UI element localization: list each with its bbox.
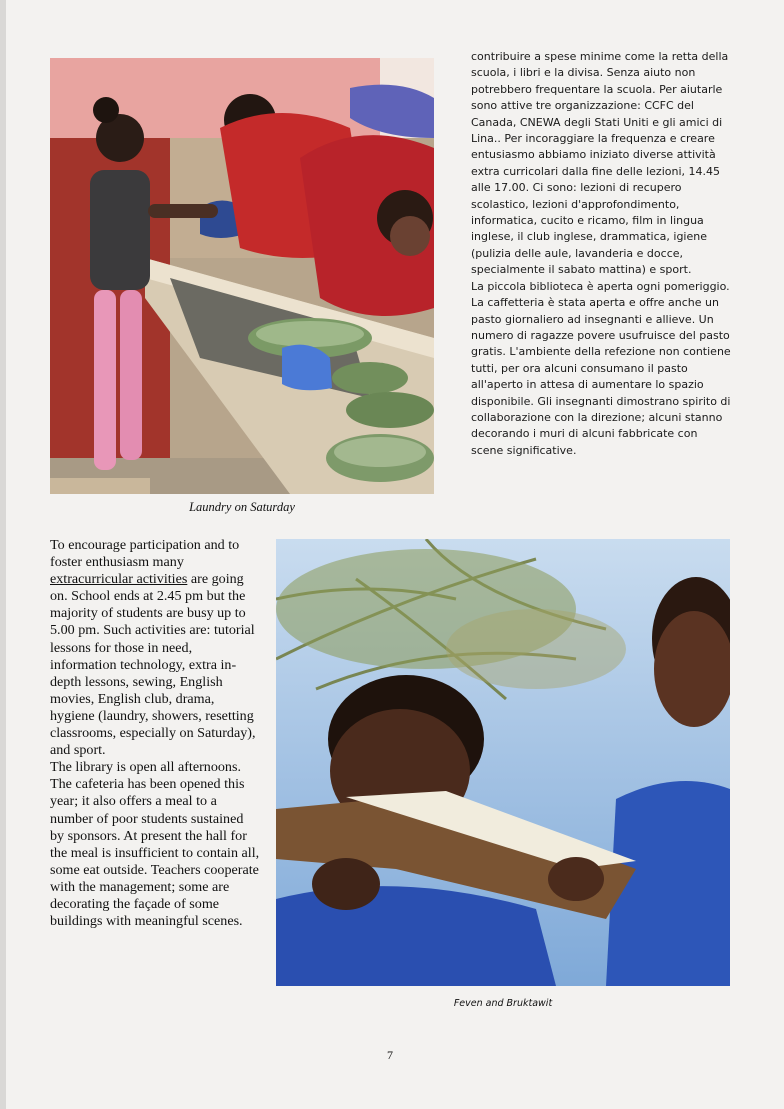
english-intro: To encourage participation and to foster enthusiasm many <box>50 537 240 571</box>
page-number: 7 <box>387 1048 393 1062</box>
english-body-2: The library is open all afternoons. The cafeteria has been opened this year; it also offers a meal to a number of poor students sustained by sponsors. At present the hall for the meal is insufficient to contain all, some eat outside. Teachers cooperate with the management; some are decorating the façade of some buildings with meaningful scenes. <box>50 759 260 930</box>
girls-caption: Feven and Bruktawit <box>453 998 553 1009</box>
page-edge <box>0 0 6 1109</box>
italian-paragraph: contribuire a spese minime come la retta della scuola, i libri e la divisa. Senza aiuto non potrebbero frequentare la scuola. Per aiutarle sono attive tre organizzazione: CCFC del Canada, CNEWA degli Stati Uniti e gli amici di Lina.. Per incoraggiare la frequenza e creare entusiasmo abbiamo iniziato diverse attività extra curricolari dalla fine delle lezioni, 14.45 alle 17.00. Ci sono: lezioni di recupero scolastico, lezioni d'approfondimento, informatica, cucito e ricamo, film in lingua inglese, il club inglese, drammatica, igiene (pulizia delle aule, lavanderia e docce, specialmente il sabato mattina) e sport. <box>471 50 729 277</box>
italian-paragraph: La caffetteria è stata aperta e offre anche un pasto giornaliero ad insegnanti e allieve. Un numero di ragazze povere usufruisce del pasto gratis. L'ambiente della refezione non contiene tutti, per ora alcuni consumano il pasto all'aperto in attesa di aumentare lo spazio disponibile. Gli insegnanti dimostrano spirito di collaborazione con la direzione; alcuni stanno decorando i muri di alcuni fabbricate con scene significative. <box>471 296 731 457</box>
english-paragraph <box>50 537 260 759</box>
extracurricular-link[interactable]: extracurricular activities <box>50 571 188 588</box>
italian-paragraph: La piccola biblioteca è aperta ogni pomeriggio. <box>471 279 730 293</box>
girls-photo <box>276 539 730 986</box>
english-column <box>50 537 260 930</box>
laundry-photo <box>50 58 434 494</box>
english-body-1: are going on. School ends at 2.45 pm but the majority of students are busy up to 5.00 pm. Such activities are: tutorial lessons for those in need, information technology, extra in-depth lessons, sewing, English movies, English club, drama, hygiene (laundry, showers, resetting classrooms, especially on Saturday), and sport. <box>50 571 256 759</box>
laundry-caption: Laundry on Saturday <box>189 500 295 514</box>
italian-column <box>471 49 733 459</box>
